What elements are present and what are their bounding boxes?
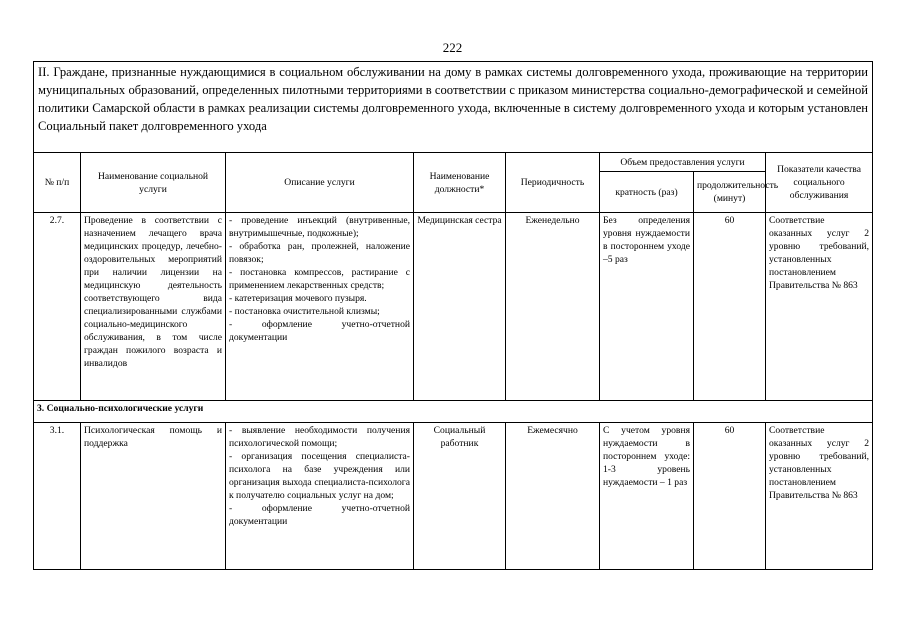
description-line: - выявление необходимости получения психологической помощи;	[229, 425, 410, 449]
header-position: Наименование должности*	[414, 153, 506, 213]
description-line: - организация посещения специалиста-психолога на базе учреждения или организация выхода специалиста-психолога к получателю социальных услуг на дом;	[229, 451, 410, 501]
row-num: 2.7.	[34, 213, 81, 401]
table-row	[34, 213, 873, 401]
row-service-name: Проведение в соответствии с назначением лечащего врача медицинских процедур, лечебно-оздоровительных мероприятий при наличии лицензии на медицинскую деятельность соответствующего вида специализированными службами социально-медицинского обслуживания, в том числе граждан пожилого возраста и инвалидов	[81, 213, 226, 401]
header-num: № п/п	[34, 153, 81, 213]
row-periodicity: Еженедельно	[506, 213, 600, 401]
header-volume-group: Объем предоставления услуги	[600, 153, 766, 172]
row-position: Социальный работник	[414, 423, 506, 570]
section-heading: II. Граждане, признанные нуждающимися в социальном обслуживании на дому в рамках системы долговременного ухода, проживающие на территории муниципальных образований, определенных пилотными территориями в соответствии с приказом министерства социально-демографической и семейной политики Самарской области в рамках реализации системы долговременного ухода, включенные в систему долговременного ухода и которым установлен Социальный пакет долговременного ухода	[34, 62, 873, 153]
row-description	[226, 213, 414, 401]
header-duration: продолжительность (минут)	[694, 172, 766, 213]
header-quality: Показатели качества социального обслуживания	[766, 153, 873, 213]
description-line: - постановка компрессов, растирание с применением лекарственных средств;	[229, 267, 410, 291]
services-table	[33, 61, 873, 570]
description-line: - обработка ран, пролежней, наложение повязок;	[229, 241, 410, 265]
row-quality: Соответствие оказанных услуг 2 уровню требований, установленных постановлением Правительства № 863	[766, 213, 873, 401]
row-periodicity: Ежемесячно	[506, 423, 600, 570]
header-periodicity: Периодичность	[506, 153, 600, 213]
description-line: - оформление учетно-отчетной документации	[229, 503, 410, 527]
description-line: - катетеризация мочевого пузыря.	[229, 293, 367, 304]
header-frequency: кратность (раз)	[600, 172, 694, 213]
page-number: 222	[442, 40, 463, 55]
description-line: - оформление учетно-отчетной документации	[229, 319, 410, 343]
header-description: Описание услуги	[226, 153, 414, 213]
table-row	[34, 423, 873, 570]
description-line: - проведение инъекций (внутривенные, внутримышечные, подкожные);	[229, 215, 410, 239]
row-service-name: Психологическая помощь и поддержка	[81, 423, 226, 570]
row-description	[226, 423, 414, 570]
description-line: - постановка очистительной клизмы;	[229, 306, 380, 317]
subsection-heading: 3. Социально-психологические услуги	[34, 401, 873, 423]
row-duration: 60	[694, 423, 766, 570]
row-frequency: С учетом уровня нуждаемости в постороннем уходе: 1-3 уровень нуждаемости – 1 раз	[600, 423, 694, 570]
row-quality: Соответствие оказанных услуг 2 уровню требований, установленных постановлением Правительства № 863	[766, 423, 873, 570]
header-service-name: Наименование социальной услуги	[81, 153, 226, 213]
row-frequency: Без определения уровня нуждаемости в постороннем уходе –5 раз	[600, 213, 694, 401]
row-position: Медицинская сестра	[414, 213, 506, 401]
row-duration: 60	[694, 213, 766, 401]
row-num: 3.1.	[34, 423, 81, 570]
